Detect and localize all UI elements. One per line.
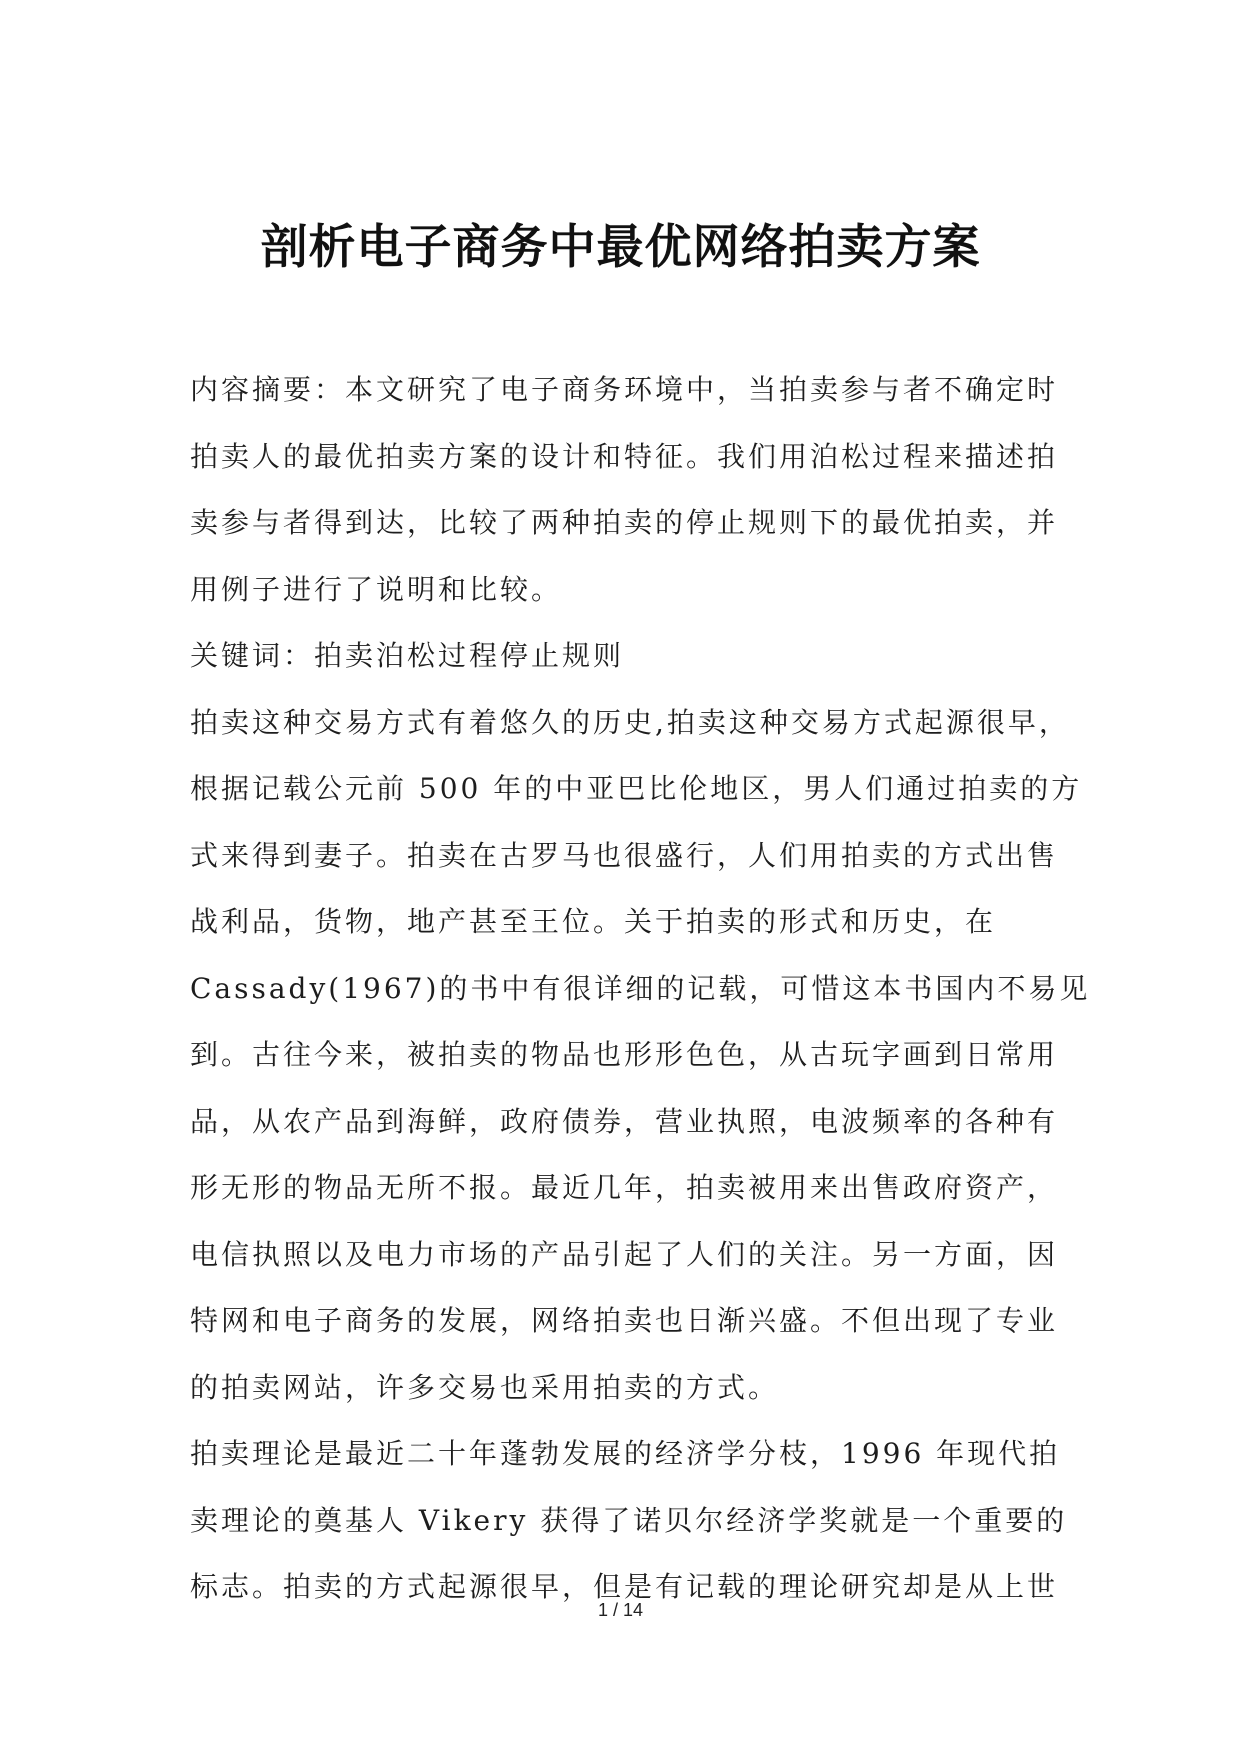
text-line: 卖参与者得到达，比较了两种拍卖的停止规则下的最优拍卖，并: [190, 506, 1059, 539]
text-line: Cassady(1967)的书中有很详细的记载，可惜这本书国内不易见: [190, 971, 1091, 1005]
text-line: 标志。拍卖的方式起源很早，但是有记载的理论研究却是从上世: [190, 1570, 1059, 1603]
text-line: 根据记载公元前 500 年的中亚巴比伦地区，男人们通过拍卖的方: [190, 772, 1083, 805]
text-line: 卖理论的奠基人 Vikery 获得了诺贝尔经济学奖就是一个重要的: [190, 1503, 1068, 1537]
text-line: 电信执照以及电力市场的产品引起了人们的关注。另一方面，因: [190, 1237, 1059, 1271]
text-line: 特网和电子商务的发展，网络拍卖也日渐兴盛。不但出现了专业: [190, 1304, 1059, 1337]
text-line: 用例子进行了说明和比较。: [190, 572, 563, 606]
keywords-line: 关键词：拍卖泊松过程停止规则: [190, 639, 625, 672]
document-title: 剖析电子商务中最优网络拍卖方案: [260, 220, 981, 275]
text-line: 拍卖人的最优拍卖方案的设计和特征。我们用泊松过程来描述拍: [190, 439, 1059, 473]
text-line: 拍卖这种交易方式有着悠久的历史,拍卖这种交易方式起源很早，: [190, 705, 1070, 739]
text-line: 战利品，货物，地产甚至王位。关于拍卖的形式和历史，在: [190, 905, 997, 938]
document-body: [190, 357, 1091, 1621]
page-number: 1 / 14: [597, 1600, 644, 1620]
text-line: 拍卖理论是最近二十年蓬勃发展的经济学分枝，1996 年现代拍: [190, 1437, 1061, 1470]
text-line: 的拍卖网站，许多交易也采用拍卖的方式。: [190, 1370, 780, 1404]
text-line: 式来得到妻子。拍卖在古罗马也很盛行，人们用拍卖的方式出售: [190, 838, 1059, 872]
text-line: 形无形的物品无所不报。最近几年，拍卖被用来出售政府资产，: [190, 1171, 1059, 1204]
text-line: 品，从农产品到海鲜，政府债券，营业执照，电波频率的各种有: [190, 1104, 1059, 1138]
text-line: 到。古往今来，被拍卖的物品也形形色色，从古玩字画到日常用: [190, 1038, 1059, 1071]
text-line: 内容摘要：本文研究了电子商务环境中，当拍卖参与者不确定时: [190, 373, 1059, 406]
